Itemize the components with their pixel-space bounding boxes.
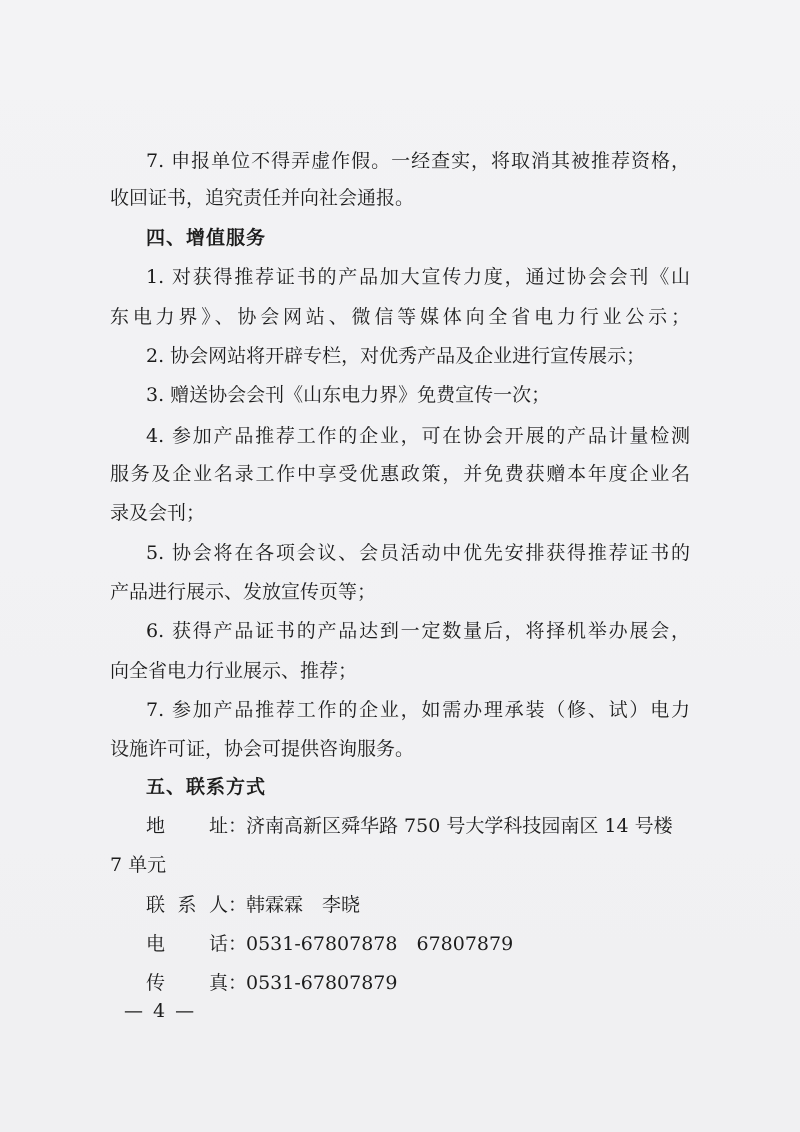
paragraph-line: 7. 参加产品推荐工作的企业，如需办理承装（修、试）电力 bbox=[146, 699, 690, 721]
page-number: — 4 — bbox=[124, 1000, 197, 1022]
contact-fax-row bbox=[146, 971, 690, 997]
paragraph-line: 1. 对获得推荐证书的产品加大宣传力度，通过协会会刊《山 bbox=[146, 266, 690, 288]
phone-value: 0531-67807878 67807879 bbox=[246, 933, 514, 955]
address-colon: ： bbox=[228, 815, 248, 837]
fax-value: 0531-67807879 bbox=[246, 972, 398, 994]
fax-colon: ： bbox=[228, 972, 248, 994]
contact-address-row bbox=[146, 814, 690, 840]
section-heading-value-added: 四、增值服务 bbox=[146, 227, 267, 249]
contact-phone-row bbox=[146, 932, 690, 958]
paragraph-line: 服务及企业名录工作中享受优惠政策，并免费获赠本年度企业名 bbox=[110, 463, 690, 485]
contact-person-row bbox=[146, 893, 690, 919]
fax-label: 传真 bbox=[146, 972, 228, 994]
paragraph-line: 3. 赠送协会会刊《山东电力界》免费宣传一次； bbox=[146, 384, 551, 406]
paragraph-line: 东电力界》、协会网站、微信等媒体向全省电力行业公示； bbox=[110, 306, 690, 328]
paragraph-line: 设施许可证，协会可提供咨询服务。 bbox=[110, 738, 415, 760]
paragraph-line: 6. 获得产品证书的产品达到一定数量后，将择机举办展会， bbox=[146, 620, 690, 642]
paragraph-line: 4. 参加产品推荐工作的企业，可在协会开展的产品计量检测 bbox=[146, 425, 690, 447]
address-value: 济南高新区舜华路 750 号大学科技园南区 14 号楼 bbox=[246, 815, 673, 837]
paragraph-line: 向全省电力行业展示、推荐； bbox=[110, 660, 358, 682]
paragraph-line: 5. 协会将在各项会议、会员活动中优先安排获得推荐证书的 bbox=[146, 542, 690, 564]
paragraph-line: 录及会刊； bbox=[110, 502, 206, 524]
paragraph-line: 收回证书，追究责任并向社会通报。 bbox=[110, 187, 415, 209]
paragraph-line: 产品进行展示、发放宣传页等； bbox=[110, 581, 377, 603]
phone-colon: ： bbox=[228, 933, 248, 955]
contact-person-label: 联系人 bbox=[146, 894, 228, 916]
contact-person-colon: ： bbox=[228, 894, 248, 916]
paragraph-line: 2. 协会网站将开辟专栏，对优秀产品及企业进行宣传展示； bbox=[146, 345, 646, 367]
paragraph-line: 7. 申报单位不得弄虚作假。一经查实，将取消其被推荐资格， bbox=[146, 150, 690, 172]
contact-person-value: 韩霖霖 李晓 bbox=[246, 894, 361, 916]
section-heading-contact: 五、联系方式 bbox=[146, 776, 267, 798]
address-continuation: 7 单元 bbox=[110, 854, 167, 876]
phone-label: 电话 bbox=[146, 933, 228, 955]
address-label: 地址 bbox=[146, 815, 228, 837]
